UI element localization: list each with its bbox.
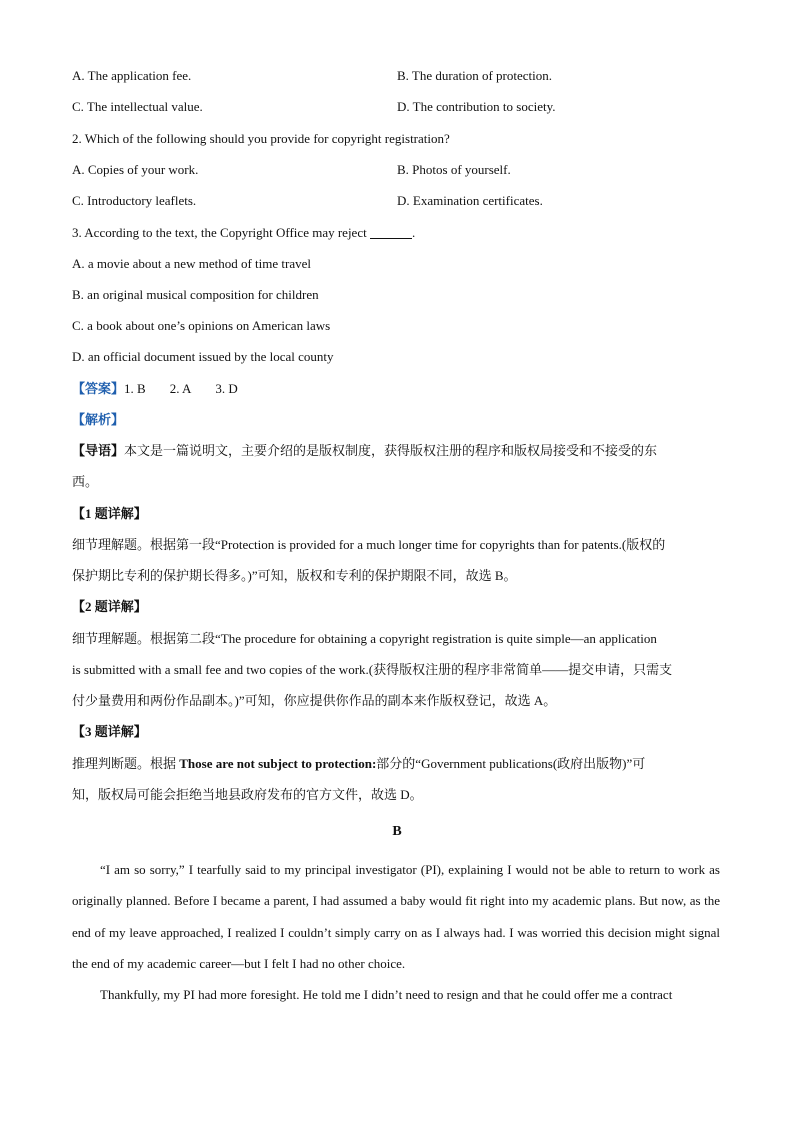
guide-line-2: 西。 [72,474,99,489]
detail-3-title: 【3 题详解】 [72,724,147,739]
detail-1-title: 【1 题详解】 [72,506,147,521]
passage [72,854,720,1010]
q3-stem-line [72,224,415,242]
detail-3-bold: Those are not subject to protection: [179,756,377,771]
detail-2-line-1: 细节理解题。根据第二段“The procedure for obtaining a copyright registration is quite simple—an application [72,631,657,646]
detail-2-line-3: 付少量费用和两份作品副本。)”可知，你应提供你作品的副本来作版权登记，故选 A。 [72,693,557,708]
detail-3-pre: 推理判断题。根据 [72,756,180,771]
q3-stem: 3. According to the text, the Copyright Office may reject [72,225,367,240]
q2-option-d[interactable]: D. Examination certificates. [397,193,543,208]
detail-3-line-1 [72,755,645,773]
answer-blank [370,226,412,239]
answer-3: 3. D [215,381,238,396]
guide-text-1: 本文是一篇说明文，主要介绍的是版权制度，获得版权注册的程序和版权局接受和不接受的东 [124,443,658,458]
answer-tag: 【答案】 [72,381,125,396]
q3-option-b[interactable]: B. an original musical composition for children [72,287,319,302]
detail-2-line-2: is submitted with a small fee and two copies of the work.(获得版权注册的程序非常简单——提交申请，只需支 [72,662,673,677]
q3-option-c[interactable]: C. a book about one’s opinions on American laws [72,318,331,333]
q1-option-d[interactable]: D. The contribution to society. [397,99,556,114]
q2-option-a[interactable]: A. Copies of your work. [72,162,199,177]
q2-option-b[interactable]: B. Photos of yourself. [397,162,511,177]
detail-1-line-1: 细节理解题。根据第一段“Protection is provided for a much longer time for copyrights than for patents.(版权的 [72,537,666,552]
q2-stem: 2. Which of the following should you provide for copyright registration? [72,131,450,146]
analysis-tag: 【解析】 [72,412,125,427]
detail-3-post: 部分的“Government publications(政府出版物)”可 [376,756,646,771]
guide-tag: 【导语】 [72,443,125,458]
passage-paragraph-2: Thankfully, my PI had more foresight. He told me I didn’t need to resign and that he could offer me a contract [100,987,673,1003]
guide-line-1 [72,442,657,460]
detail-3-line-2: 知，版权局可能会拒绝当地县政府发布的官方文件，故选 D。 [72,787,423,802]
answer-2: 2. A [169,381,192,396]
answer-line [72,380,238,398]
answer-1: 1. B [124,381,146,396]
detail-2-title: 【2 题详解】 [72,599,147,614]
q3-stem-end: . [411,225,416,240]
passage-paragraph-1: “I am so sorry,” I tearfully said to my principal investigator (PI), explaining I would not be able to return to work as originally planned. Before I became a parent, I had assumed a baby would fit right into my academic plans. But now, as the end of my leave approached, I realized I couldn’t simply carry on as I always had. I was worried this decision might signal the end of my academic career—but I felt I had no other choice. [72,862,720,971]
detail-1-line-2: 保护期比专利的保护期长得多。)”可知，版权和专利的保护期限不同，故选 B。 [72,568,517,583]
section-heading-b: B [392,824,402,839]
q1-option-a[interactable]: A. The application fee. [72,68,192,83]
q2-option-c[interactable]: C. Introductory leaflets. [72,193,197,208]
q3-option-d[interactable]: D. an official document issued by the local county [72,349,334,364]
q3-option-a[interactable]: A. a movie about a new method of time travel [72,256,311,271]
q1-option-b[interactable]: B. The duration of protection. [397,68,553,83]
q1-option-c[interactable]: C. The intellectual value. [72,99,203,114]
